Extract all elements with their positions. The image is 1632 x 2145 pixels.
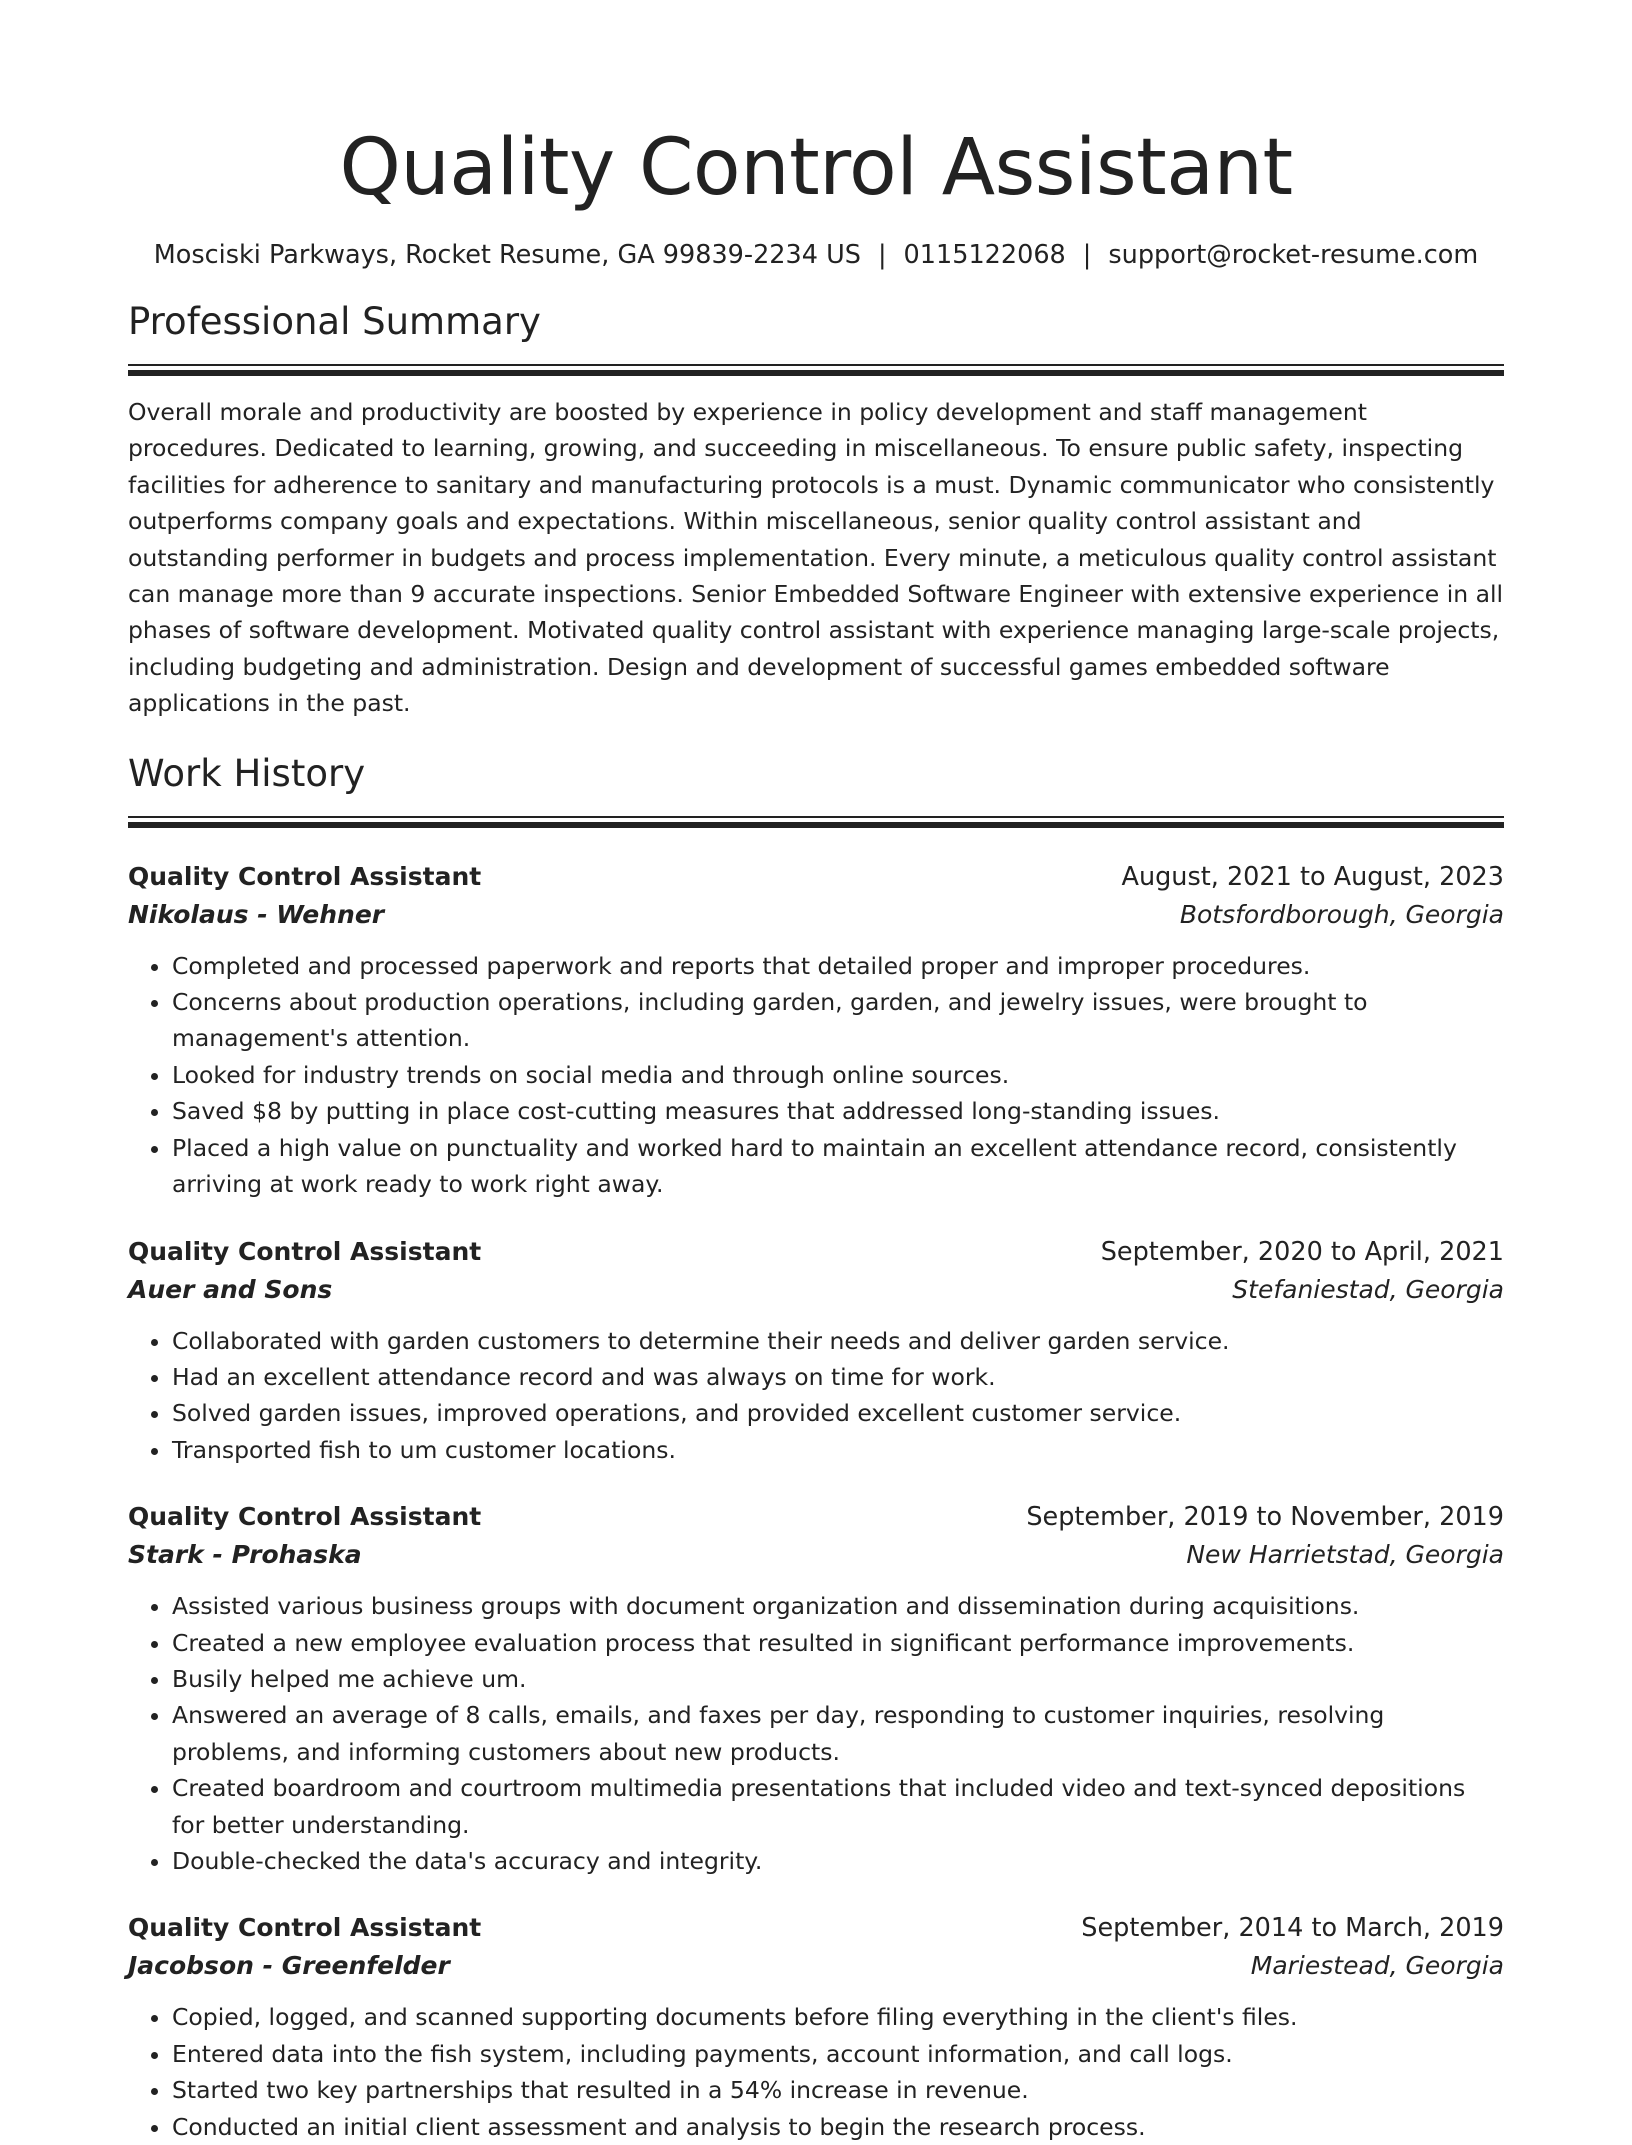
job-header-row	[128, 1233, 1504, 1271]
work-history-section	[128, 750, 1504, 2145]
summary-section	[128, 298, 1504, 722]
job-bullet: • Started two key partnerships that resulted in a 54% increase in revenue.	[172, 2072, 1504, 2108]
job-bullet-list	[128, 948, 1504, 1203]
job-bullet-list	[128, 1588, 1504, 1879]
job-title: Quality Control Assistant	[128, 1502, 482, 1532]
job-entry	[128, 858, 1504, 1203]
summary-text: Overall morale and productivity are boosted by experience in policy development and staff management procedures. Dedicated to learning, growing, and succeeding in miscellaneous. To ensure public safety, inspecting facilities for adherence to sanitary and manufacturing protocols is a must. Dynamic communicator who consistently outperforms company goals and expectations. Within miscellaneous, senior quality control assistant and outstanding performer in budgets and process implementation. Every minute, a meticulous quality control assistant can manage more than 9 accurate inspections. Senior Embedded Software Engineer with extensive experience in all phases of software development. Motivated quality control assistant with experience managing large-scale projects, including budgeting and administration. Design and development of successful games embedded software applications in the past.	[128, 398, 1504, 718]
job-title: Quality Control Assistant	[128, 1913, 482, 1943]
job-entry	[128, 1498, 1504, 1879]
job-company: Nikolaus - Wehner	[128, 899, 385, 929]
job-bullet: • Created a new employee evaluation process that resulted in significant performance improvements.	[172, 1625, 1504, 1661]
section-title-work-history: Work History	[128, 751, 366, 795]
job-bullet-list	[128, 1999, 1504, 2145]
job-bullet: • Completed and processed paperwork and reports that detailed proper and improper procedures.	[172, 948, 1504, 984]
section-divider-thick	[128, 370, 1504, 376]
contact-line	[128, 238, 1504, 272]
job-bullet: • Assisted various business groups with document organization and dissemination during acquisitions.	[172, 1588, 1504, 1624]
job-bullet: • Concerns about production operations, including garden, garden, and jewelry issues, were brought to management's attention.	[172, 984, 1504, 1057]
job-bullet: • Saved $8 by putting in place cost-cutting measures that addressed long-standing issues.	[172, 1093, 1504, 1129]
job-bullet: • Had an excellent attendance record and was always on time for work.	[172, 1359, 1504, 1395]
contact-phone: 0115122068	[903, 240, 1066, 270]
job-company-row	[128, 896, 1504, 934]
job-dates: September, 2020 to April, 2021	[1100, 1236, 1504, 1267]
job-dates: September, 2019 to November, 2019	[1026, 1502, 1504, 1533]
job-company-row	[128, 1536, 1504, 1574]
job-company-row	[128, 1271, 1504, 1309]
section-divider-thick	[128, 822, 1504, 828]
job-bullet: • Transported fish to um customer locations.	[172, 1432, 1504, 1468]
job-bullet-list	[128, 1323, 1504, 1469]
job-bullet: • Looked for industry trends on social media and through online sources.	[172, 1057, 1504, 1093]
job-location: Stefaniestad, Georgia	[1232, 1274, 1504, 1304]
job-bullet: • Double-checked the data's accuracy and integrity.	[172, 1843, 1504, 1879]
section-title-summary: Professional Summary	[128, 300, 541, 343]
job-company: Jacobson - Greenfelder	[128, 1951, 450, 1981]
job-location: Mariestead, Georgia	[1250, 1951, 1504, 1981]
contact-address: Mosciski Parkways, Rocket Resume, GA 99839-2234 US	[153, 240, 861, 270]
job-bullet: • Conducted an initial client assessment and analysis to begin the research process.	[172, 2109, 1504, 2145]
contact-separator: |	[877, 240, 887, 270]
section-divider-thin	[128, 364, 1504, 366]
job-entry	[128, 1233, 1504, 1469]
job-header-row	[128, 858, 1504, 896]
job-bullet: • Collaborated with garden customers to determine their needs and deliver garden service.	[172, 1323, 1504, 1359]
contact-separator: |	[1082, 240, 1092, 270]
job-bullet: • Entered data into the fish system, including payments, account information, and call logs.	[172, 2036, 1504, 2072]
job-bullet: • Answered an average of 8 calls, emails, and faxes per day, responding to customer inquiries, resolving problems, and informing customers about new products.	[172, 1697, 1504, 1770]
job-bullet: • Placed a high value on punctuality and worked hard to maintain an excellent attendance record, consistently arriving at work ready to work right away.	[172, 1130, 1504, 1203]
job-dates: September, 2014 to March, 2019	[1081, 1913, 1504, 1944]
job-company: Stark - Prohaska	[128, 1540, 362, 1570]
job-bullet: • Busily helped me achieve um.	[172, 1661, 1504, 1697]
job-location: Botsfordborough, Georgia	[1179, 899, 1504, 929]
section-divider-thin	[128, 816, 1504, 818]
job-location: New Harrietstad, Georgia	[1186, 1540, 1504, 1570]
job-bullet: • Copied, logged, and scanned supporting documents before filing everything in the client's files.	[172, 1999, 1504, 2035]
job-bullet: • Created boardroom and courtroom multimedia presentations that included video and text-synced depositions for better understanding.	[172, 1770, 1504, 1843]
job-company: Auer and Sons	[128, 1274, 333, 1304]
resume-name: Quality Control Assistant	[339, 123, 1293, 213]
contact-email: support@rocket-resume.com	[1108, 240, 1479, 270]
job-header-row	[128, 1498, 1504, 1536]
job-bullet: • Solved garden issues, improved operations, and provided excellent customer service.	[172, 1395, 1504, 1431]
job-entry	[128, 1909, 1504, 2145]
job-title: Quality Control Assistant	[128, 1236, 482, 1266]
job-header-row	[128, 1909, 1504, 1947]
job-company-row	[128, 1947, 1504, 1985]
job-title: Quality Control Assistant	[128, 861, 482, 891]
job-dates: August, 2021 to August, 2023	[1121, 861, 1504, 892]
